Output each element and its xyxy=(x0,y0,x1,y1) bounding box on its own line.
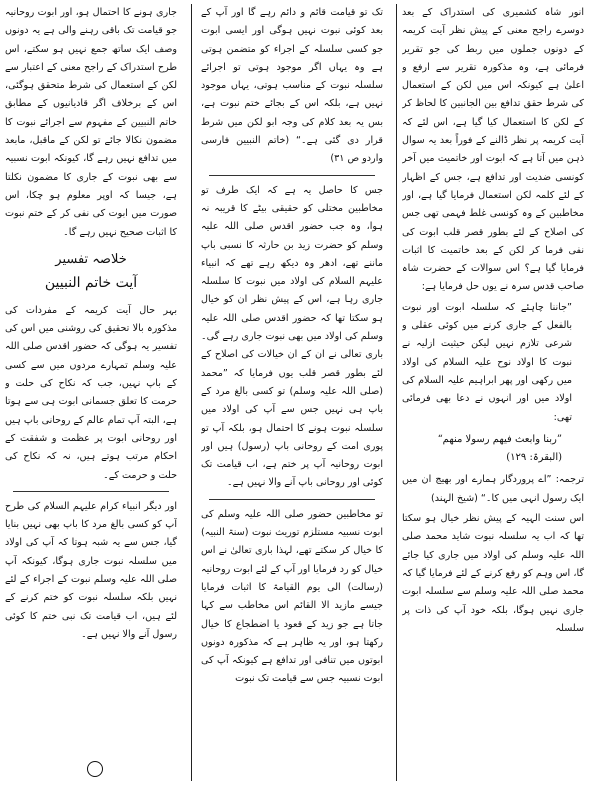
verse-translation: ترجمہ: ”اے پروردگار ہمارے اور بھیج ان میں ایک رسول انہی میں کا۔“ (شیخ الہند) xyxy=(402,474,584,504)
arabic-verse: ”ربنا وابعث فیھم رسولا منھم“ (البقرۃ: ۱۲۹) xyxy=(437,433,562,464)
paragraph: اس سنت الہیہ کے پیش نظر خیال ہو سکتا تھا کہ اب یہ سلسلہ نبوت شاید محمد صلی اللہ علیہ وسلم کی اولاد میں جاری کیا جائے گا، اس وہم کو رفع کرنے کے لئے فرمایا گیا کہ محمد صلی اللہ علیہ وسلم سے سلسلہ ابوت جاری نہیں ہوگا، بلکہ خود آپ کی ذات پر سلسلہ xyxy=(402,513,584,634)
paragraph: تو مخاطبین حضور صلی اللہ علیہ وسلم کی ابوت نسبیہ مستلزم توریث نبوت (سنۃ النبیہ) کا خیال کر سکتے تھے، لہذا باری تعالیٰ نے اس خیال کو رد فرمایا اور آپ کے لئے ابوت روحانیہ (رسالت) الی یوم القیامۃ کا اثبات فرمایا جیسے مازید الا القائم اس مخاطب سے کہا جاتا ہے جو زید کے قعود یا اضطجاع کا خیال رکھتا ہو، اور یہ ظاہر ہے کہ مذکورہ دونوں ابوتوں میں تنافی اور تدافع ہے کیونکہ آپ کی ابوت نسبیہ جس سے قیامت تک نبوت xyxy=(201,508,383,685)
section-divider xyxy=(13,491,169,492)
column-left xyxy=(5,4,177,783)
column-right xyxy=(402,4,584,783)
section-subheading: آیت خاتم النبیین xyxy=(44,274,138,291)
paragraph: جاری ہونے کا احتمال ہو، اور ابوت روحانیہ جو قیامت تک باقی رہنے والی ہے یہ دونوں وصف ایک ساتھ جمع نہیں ہو سکتے، اس طرح استدراک کے راجح معنی کے اعتبار سے لکن کے استعمال کی شرط متحقق ہوگئی، اس کے برخلاف اگر قادیانیوں کے مطابق خاتم النبیین کے مفہوم سے اجرائے نبوت کا مضمون نکالا جائے تو لکن کے ماقبل، مابعد میں تدافع نہیں رہے گا، کیونکہ ابوت نسبیہ سے بھی نبوت کے جاری کا مضمون نکلتا ہے، جیسا کہ اوپر معلوم ہو چکا، اس صورت میں ابوت کی نفی کر کے ختم نبوت کا اثبات صحیح نہیں رہے گا۔ xyxy=(5,7,177,238)
paragraph: اور دیگر انبیاء کرام علیہم السلام کی طرح آپ کو کسی بالغ مرد کا باپ بھی نہیں بنایا گیا، جس سے یہ شبہ ہوتا کہ آپ کی اولاد میں سلسلہ نبوت جاری ہوگا، کیونکہ آپ صلی اللہ علیہ وسلم نبوت کے اجراء کے لئے نہیں بلکہ سلسلہ نبوت کو ختم کرنے کے لئے ہیں، اب قیامت تک نبی ختم کا کوئی رسول آنے والا نہیں ہے۔ xyxy=(5,500,177,640)
column-divider xyxy=(191,4,192,781)
section-heading: خلاصہ تفسیر xyxy=(55,251,127,267)
page-number-circle xyxy=(87,761,103,777)
quoted-passage: ”جاننا چاہئے کہ سلسلہ ابوت اور نبوت بالفعل کے جاری کرنے میں کوئی عقلی و شرعی تلازم نہیں لیکن حیثیت ازلیہ نے نبوت کا اولاد نوح علیہ السلام کی اولاد میں رکھی اور پھر ابراہیم علیہ السلام کی اولاد میں اور انہوں نے دعا بھی فرمائی تھی: xyxy=(402,301,572,423)
paragraph: تک تو قیامت قائم و دائم رہے گا اور آپ کے بعد کوئی نبوت نہیں ہوگی اور ایسی ابوت جو کسی سلسلہ کے اجراء کو متضمن ہوتی ہے وہ یہاں اگر موجود ہوتی تو اجرائے سلسلہ نبوت کے مناسب ہوتی، یہاں موجود نہیں ہے، بلکہ اس کے بجائے ختم نبوت ہے، بس یہ بعد کلام کی وجہ ابو لکن میں شرط قرار دی گئی ہے۔“ (خاتم النبیین فارسی واردو ص ۳۱) xyxy=(201,7,383,165)
paragraph: جس کا حاصل یہ ہے کہ ایک طرف تو مخاطبین مختلی کو حقیقی بیٹے کا قریبہ نہ ہوا، وہ جب حضور اقدس صلی اللہ علیہ وسلم کو حضرت زید بن حارثہ کا نسبی باپ ماننے تھے، ادھر وہ دیکھ رہے تھے کہ انبیاء علیہم السلام کی اولاد میں نبوت کا سلسلہ جاری رہا ہے، اس کے پیش نظر ان کو خیال ہو سکتا تھا کہ حضور اقدس صلی اللہ علیہ وسلم کی اولاد میں بھی نبوت جاری رہے گی۔ باری تعالی نے ان کے ان خیالات کی اصلاح کے لئے بطور قصر قلب یوں فرمایا کہ ”محمد (صلی اللہ علیہ وسلم) تو کسی بالغ مرد کے باپ ہی نہیں جس سے آپ کی اولاد میں سلسلہ نبوت ہونے کا احتمال ہو، بلکہ آپ تو پوری امت کے روحانی باپ (رسول) ہیں اور ابوت روحانیہ آپ پر ختم ہے، اب قیامت تک کوئی اور روحانی باپ آنے والا نہیں ہے۔ xyxy=(201,184,383,489)
section-divider xyxy=(209,175,375,176)
section-divider xyxy=(209,499,375,500)
paragraph: انور شاہ کشمیری کی استدراک کے بعد دوسرے راجح معنی کے پیش نظر آیت کریمہ کے دونوں جملوں میں ربط کی جو تقریر فرمائی ہے، وہ مذکورہ تقریر سے ارفع و اعلیٰ ہے کیونکہ اس میں لکن کے استعمال کی شرط حقق تدافع بین الجانبین کا لحاظ کر کے لکن کا استعمال کیا گیا ہے، اس لئے کہ آیت کریمہ پر نظر ڈالنے کے فوراً بعد یہ سوال ذہن میں آتا ہے کہ ابوت اور خاتمیت میں آخر کونسی ضدیت اور تدافع ہے، جس کے اظہار کے لئے کلمہ لکن استعمال فرمایا گیا ہے، اور مخاطبین کے وہ کونسی غلط فہمی تھی جس کی اصلاح کے لئے بطور قصر قلب ابوت کی نفی فرما کر لکن کے بعد خاتمیت کا اثبات فرمایا گیا ہے؟ اس سوالات کے حضرت شاہ صاحب قدس سرہ نے یوں حل فرمایا ہے: xyxy=(402,7,584,293)
column-middle xyxy=(201,4,383,783)
column-divider xyxy=(396,4,397,781)
paragraph: بہر حال آیت کریمہ کے مفردات کی مذکورہ بالا تحقیق کی روشنی میں اس کی تفسیر یہ ہوگی کہ حضور اقدس صلی اللہ علیہ وسلم تمہارے مردوں میں سے کسی کے باپ نہیں، جب کہ نکاح کی حلت و حرمت کا تعلق جسمانی ابوت ہی سے ہوتا ہے، البتہ آپ تمام عالم کے روحانی باپ ہیں اور روحانی ابوت پر عظمت و شفقت کے احکام مرتب ہوتے ہیں، نہ کہ نکاح کی حلت و حرمت کے۔ xyxy=(5,304,177,481)
